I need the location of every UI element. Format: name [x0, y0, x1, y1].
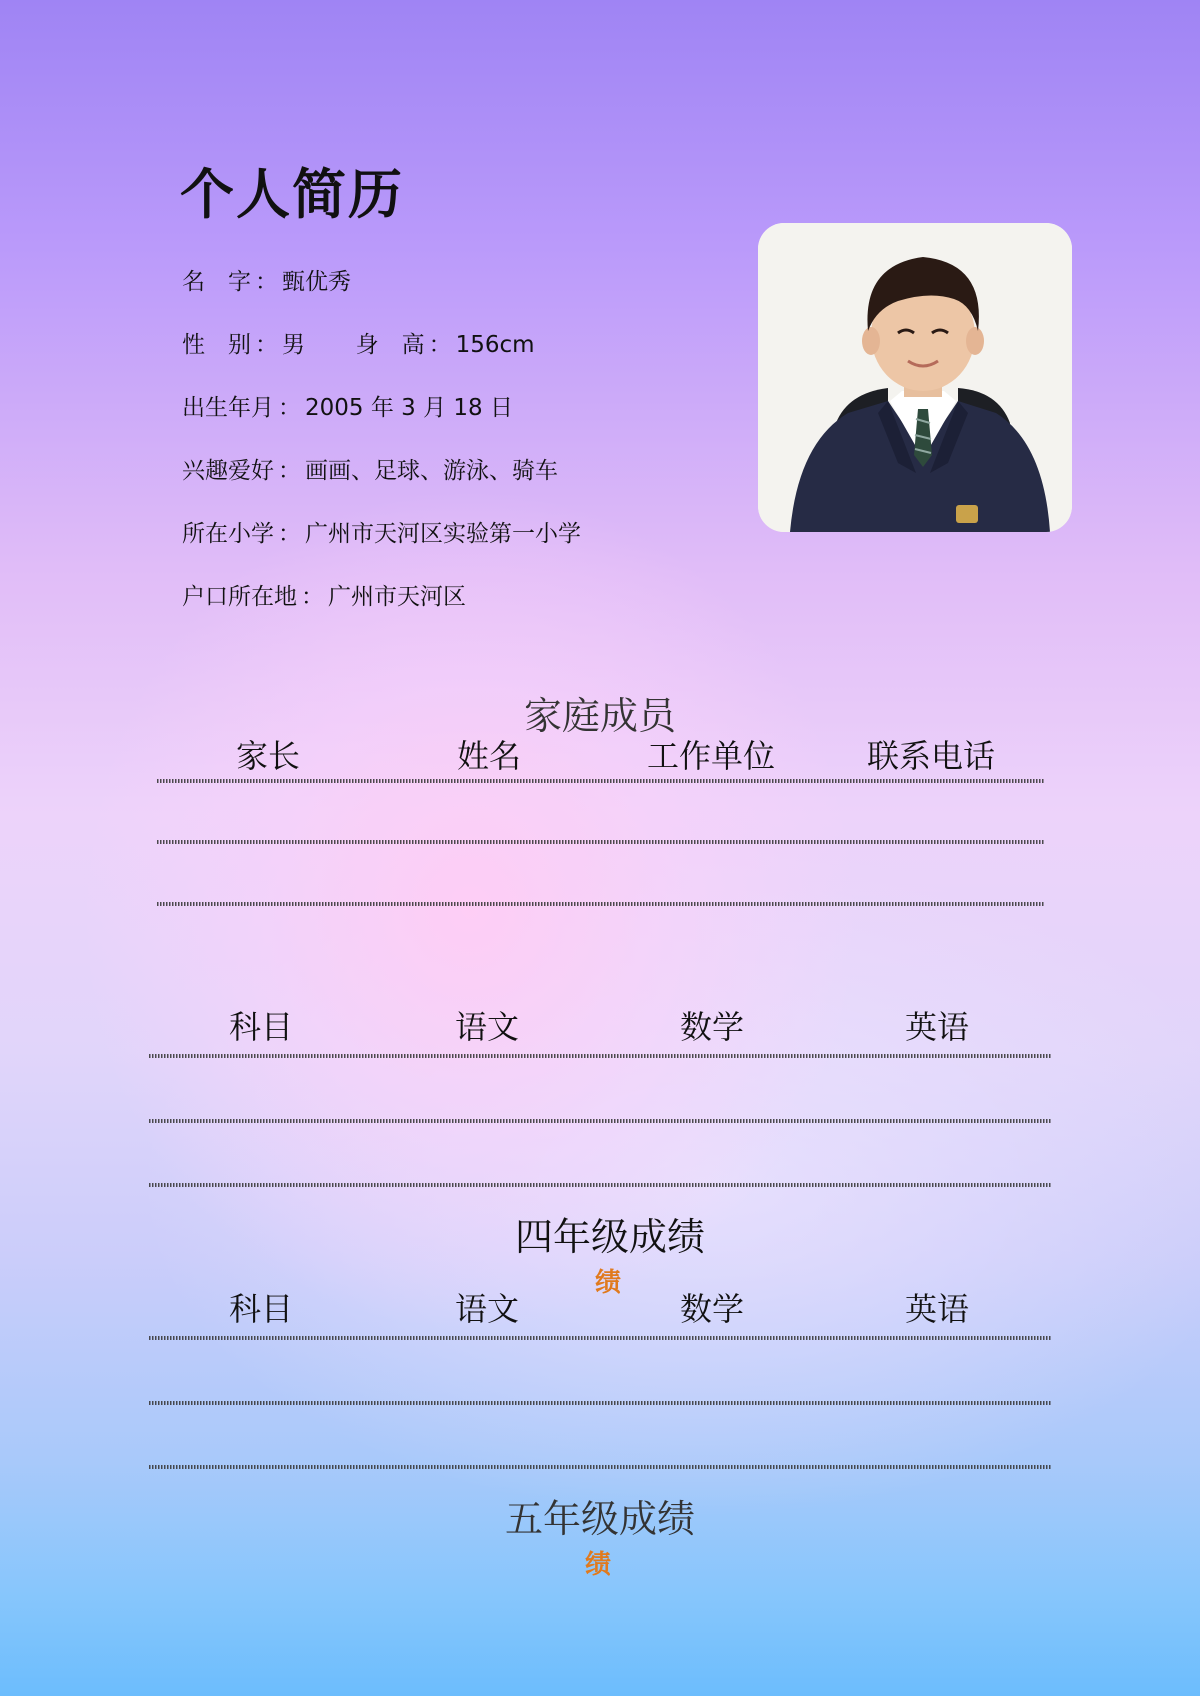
table-row-divider	[149, 1401, 1052, 1405]
family-column-header: 家长	[235, 737, 301, 775]
table-row-divider	[149, 1183, 1052, 1187]
birth-value: 2005 年 3 月 18 日	[305, 395, 513, 421]
colon: ：	[255, 269, 278, 295]
hobby-label: 兴趣爱好	[182, 458, 274, 484]
hobby-line	[182, 460, 558, 483]
birth-line	[182, 397, 513, 420]
grade4-column-header: 英语	[904, 1008, 970, 1046]
hukou-label: 户口所在地	[182, 584, 297, 610]
name-value: 甄优秀	[282, 269, 351, 295]
grade5-column-header: 英语	[904, 1290, 970, 1328]
colon: ：	[301, 584, 324, 610]
height-label: 身 高	[355, 332, 425, 358]
colon: ：	[278, 395, 301, 421]
grade4-section-title: 四年级成绩	[514, 1215, 706, 1259]
table-row-divider	[157, 779, 1045, 783]
grade5-column-header: 科目	[228, 1290, 294, 1328]
school-value: 广州市天河区实验第一小学	[305, 521, 581, 547]
student-photo-illustration	[758, 223, 1072, 532]
school-line	[182, 523, 581, 546]
page-title: 个人简历	[180, 163, 404, 226]
name-line	[182, 271, 351, 294]
grade5-column-header: 数学	[679, 1290, 745, 1328]
table-row-divider	[149, 1054, 1052, 1058]
gender-label: 性 别	[182, 332, 251, 358]
grade5-section-title: 五年级成绩	[504, 1497, 696, 1541]
colon: ：	[278, 458, 301, 484]
grade4-column-header: 数学	[679, 1008, 745, 1046]
table-row-divider	[157, 840, 1045, 844]
hukou-value: 广州市天河区	[328, 584, 466, 610]
table-row-divider	[149, 1119, 1052, 1123]
table-row-divider	[149, 1336, 1052, 1340]
table-row-divider	[157, 902, 1045, 906]
school-label: 所在小学	[182, 521, 274, 547]
height-value: 156cm	[455, 332, 535, 358]
colon: ：	[255, 332, 278, 358]
hobby-value: 画画、足球、游泳、骑车	[305, 458, 558, 484]
table-row-divider	[149, 1465, 1052, 1469]
student-photo	[758, 223, 1072, 532]
family-column-header: 工作单位	[646, 737, 776, 775]
grade4-column-header: 科目	[228, 1008, 294, 1046]
grade5-accent-mark: 绩	[584, 1550, 612, 1580]
gender-height-line	[182, 334, 535, 357]
hukou-line	[182, 586, 466, 609]
grade4-accent-mark: 绩	[594, 1268, 622, 1298]
colon: ：	[278, 521, 301, 547]
grade4-column-header: 语文	[454, 1008, 520, 1046]
birth-label: 出生年月	[182, 395, 274, 421]
family-column-header: 姓名	[456, 737, 522, 775]
colon: ：	[428, 332, 452, 358]
gender-value: 男	[282, 332, 305, 358]
name-label: 名 字	[182, 269, 251, 295]
grade5-column-header: 语文	[454, 1290, 520, 1328]
family-column-header: 联系电话	[866, 737, 996, 775]
family-section-title: 家庭成员	[523, 694, 677, 738]
